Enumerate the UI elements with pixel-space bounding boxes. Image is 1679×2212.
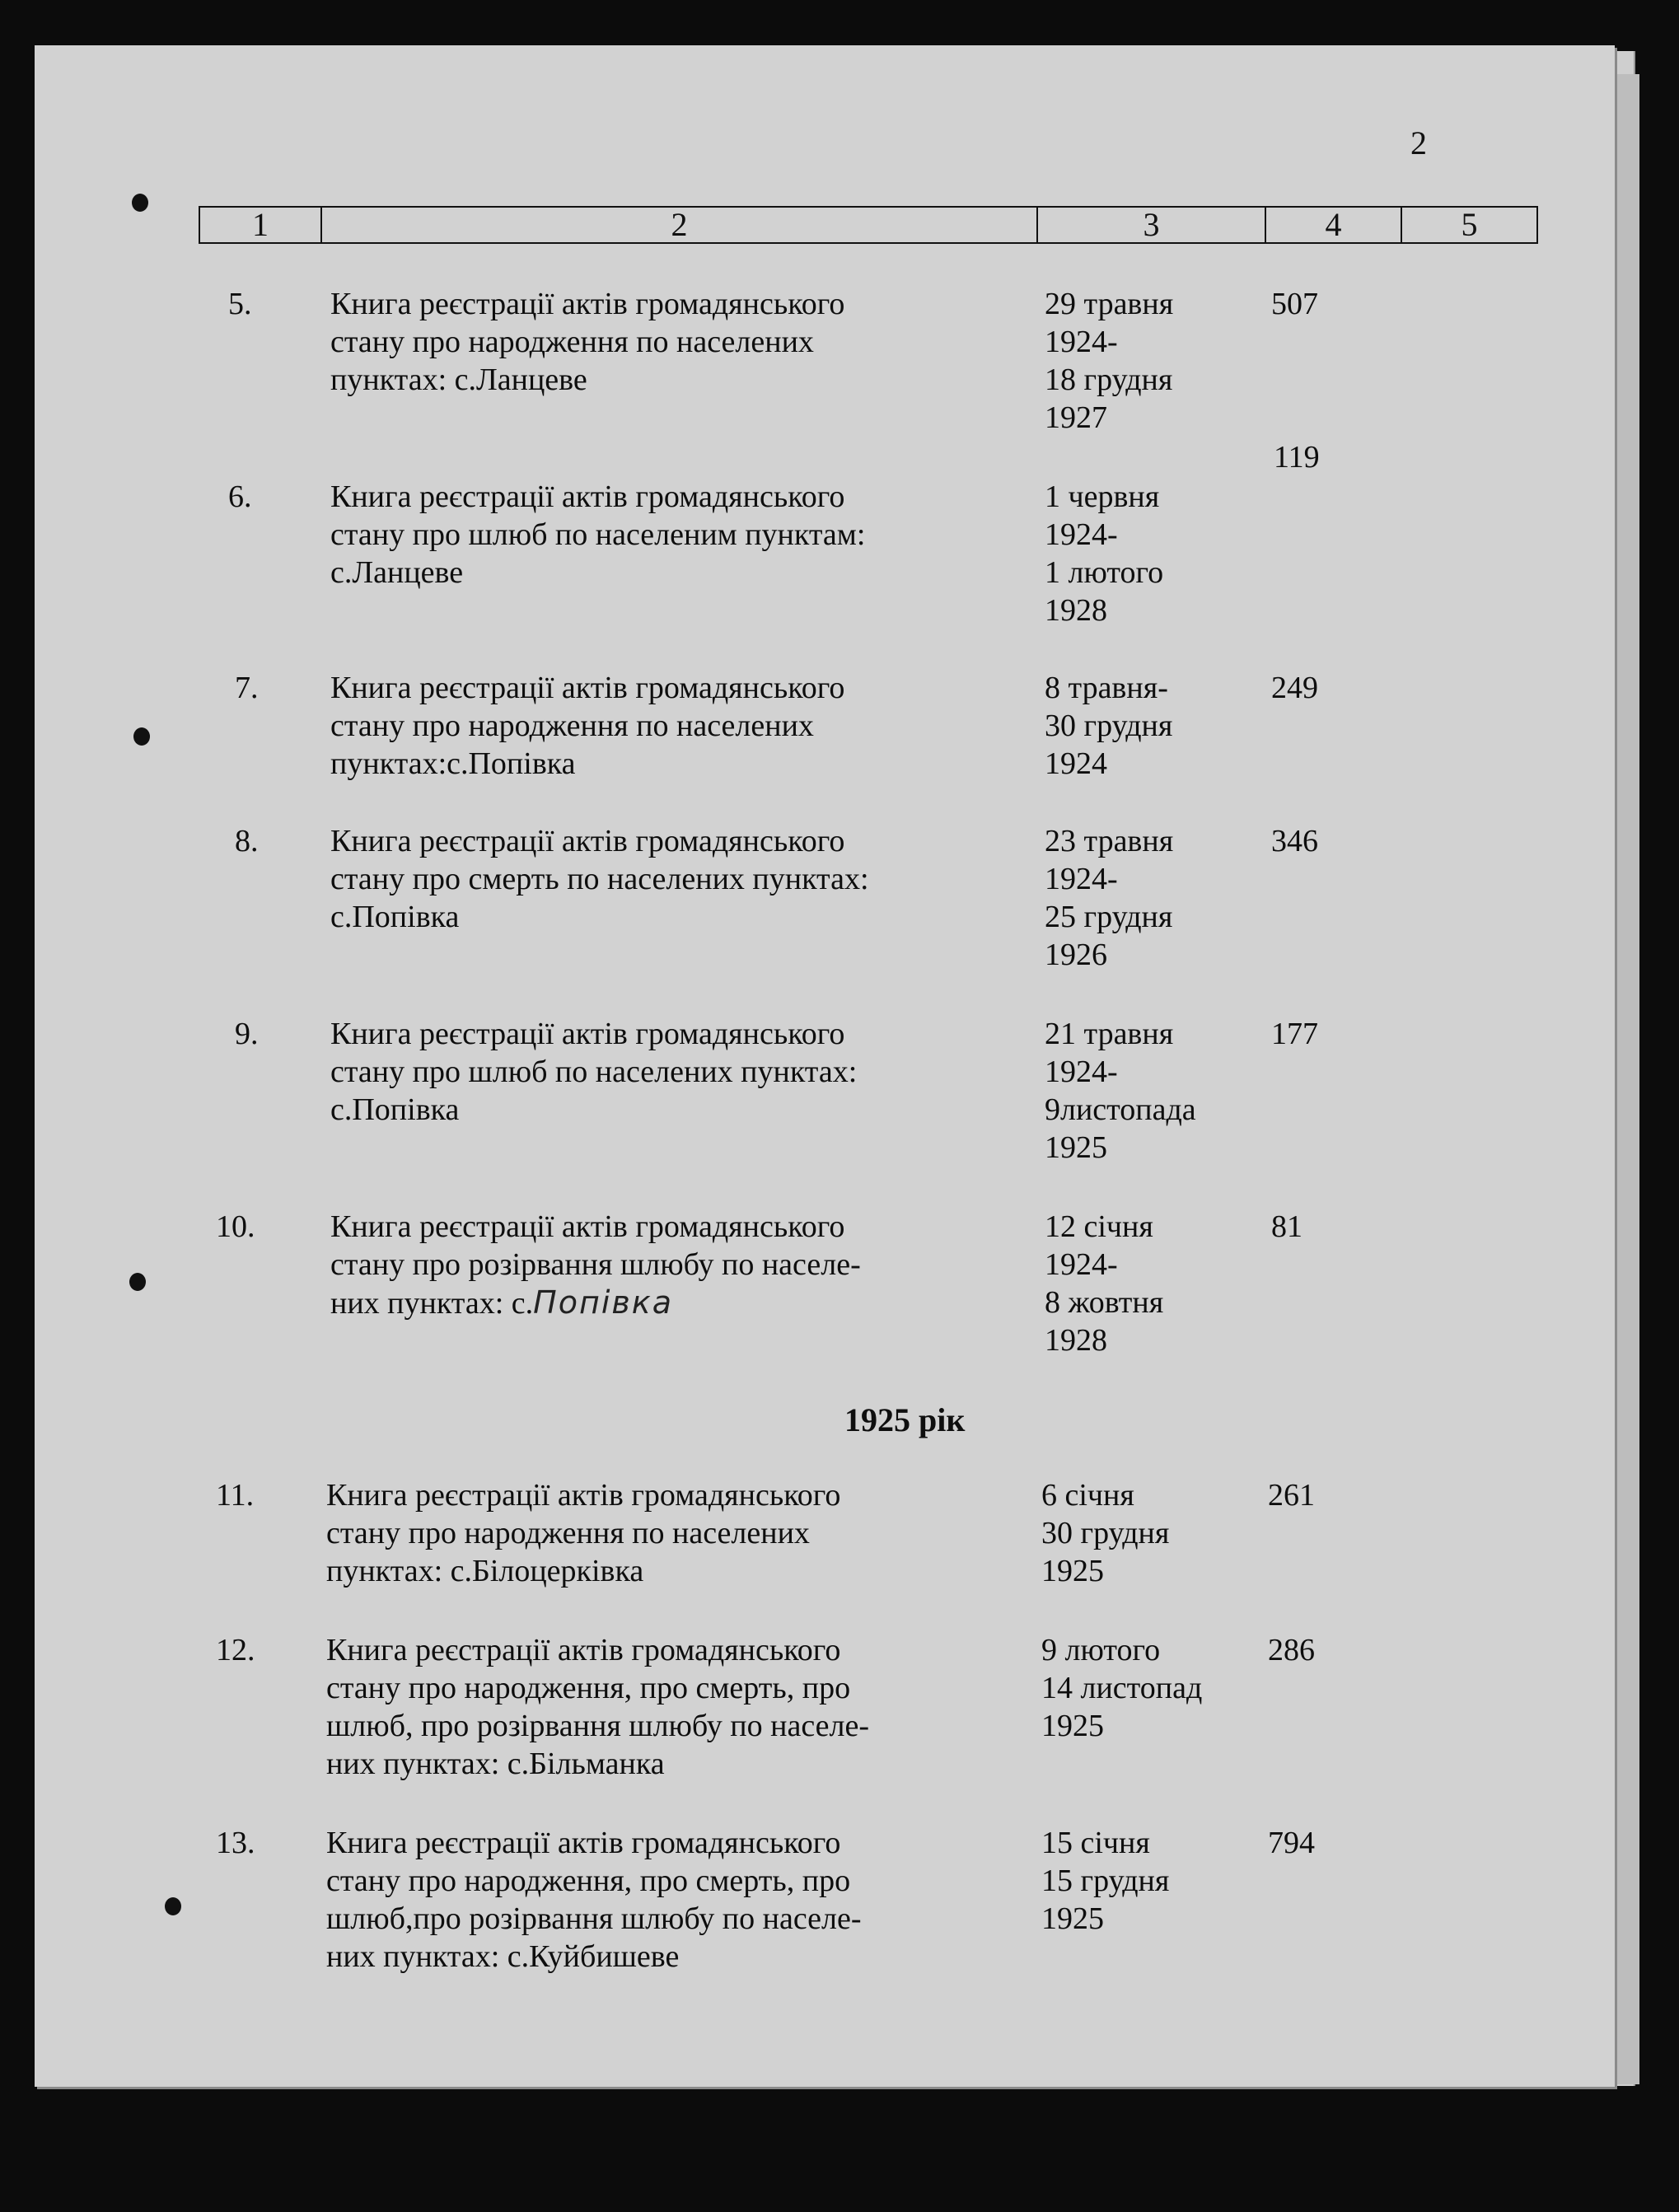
header-col-1: 1 (199, 207, 321, 243)
row-date-line: 15 січня (1041, 1826, 1150, 1860)
punch-hole (165, 1897, 181, 1915)
header-col-4: 4 (1265, 207, 1401, 243)
row-date-line: 1928 (1045, 1323, 1107, 1358)
row-date-line: 1925 (1041, 1709, 1104, 1743)
row-description-line: Книга реєстрації актів громадянського (330, 671, 845, 705)
row-number: 5. (228, 287, 252, 321)
row-number: 11. (216, 1478, 255, 1513)
header-col-3: 3 (1037, 207, 1265, 243)
row-description-line: Книга реєстрації актів громадянського (330, 1209, 845, 1244)
row-description-line: стану про народження по населених (326, 1516, 810, 1550)
punch-hole (132, 194, 148, 212)
row-count: 261 (1268, 1478, 1315, 1513)
row-date-line: 21 травня (1045, 1017, 1174, 1051)
row-date-line: 1928 (1045, 593, 1107, 628)
row-description-line: шлюб, про розірвання шлюбу по населе- (326, 1709, 870, 1743)
row-date-line: 1924 (1045, 746, 1107, 781)
row-date-line: 1925 (1041, 1554, 1104, 1588)
row-date-line: 8 травня- (1045, 671, 1168, 705)
row-number: 10. (216, 1209, 255, 1244)
row-date-line: 23 травня (1045, 824, 1174, 858)
row-description-line: пунктах: с.Ланцеве (330, 362, 587, 397)
row-date-line: 6 січня (1041, 1478, 1134, 1513)
row-description-line: Книга реєстрації актів громадянського (330, 1017, 845, 1051)
row-count: 286 (1268, 1633, 1315, 1667)
row-count: 507 (1271, 287, 1318, 321)
row-number: 9. (235, 1017, 259, 1051)
row-date-line: 14 листопад (1041, 1671, 1203, 1705)
row-date-line: 30 грудня (1045, 708, 1173, 743)
row-description-line: Книга реєстрації актів громадянського (326, 1478, 841, 1513)
row-description-line: них пунктах: с.Куйбишеве (326, 1939, 680, 1974)
row-count: 249 (1271, 671, 1318, 705)
punch-hole (133, 727, 150, 746)
row-description-text: них пунктах: с. (330, 1286, 534, 1321)
row-date-line: 15 грудня (1041, 1864, 1170, 1898)
row-description-line: стану про народження по населених (330, 325, 814, 359)
row-description-line: пунктах: с.Білоцерківка (326, 1554, 644, 1588)
header-col-5: 5 (1401, 207, 1537, 243)
row-number: 7. (235, 671, 259, 705)
row-date-line: 1 лютого (1045, 555, 1164, 590)
row-count: 794 (1268, 1826, 1315, 1860)
row-number: 6. (228, 479, 252, 514)
row-description-line: стану про шлюб по населених пунктах: (330, 1055, 858, 1089)
underlying-sheet-edge (1615, 74, 1639, 2084)
row-description-line: с.Ланцеве (330, 555, 464, 590)
row-date-line: 18 грудня (1045, 362, 1173, 397)
row-description-line: Книга реєстрації актів громадянського (330, 824, 845, 858)
row-date-line: 29 травня (1045, 287, 1174, 321)
row-description-line: стану про розірвання шлюбу по населе- (330, 1247, 861, 1282)
row-description-line: Книга реєстрації актів громадянського (326, 1826, 841, 1860)
row-description-line: пунктах:с.Попівка (330, 746, 576, 781)
row-number: 8. (235, 824, 259, 858)
row-number: 13. (216, 1826, 255, 1860)
row-description-line: стану про народження, про смерть, про (326, 1864, 851, 1898)
row-date-line: 9 лютого (1041, 1633, 1161, 1667)
row-description-line: стану про народження, про смерть, про (326, 1671, 851, 1705)
row-description-line: Книга реєстрації актів громадянського (326, 1633, 841, 1667)
page-number: 2 (1410, 124, 1427, 161)
row-date-line: 1925 (1045, 1130, 1107, 1165)
row-date-line: 1924- (1045, 1055, 1118, 1089)
section-heading: 1925 рік (844, 1401, 966, 1438)
row-description-line: Книга реєстрації актів громадянського (330, 287, 845, 321)
row-date-line: 25 грудня (1045, 900, 1173, 934)
row-date-line: 1924- (1045, 1247, 1118, 1282)
row-count: 81 (1271, 1209, 1303, 1244)
row-count: 119 (1274, 440, 1320, 475)
row-description-line: стану про шлюб по населеним пунктам: (330, 517, 866, 552)
row-count: 177 (1271, 1017, 1318, 1051)
row-description-line: шлюб,про розірвання шлюбу по населе- (326, 1901, 862, 1936)
punch-hole (129, 1273, 146, 1291)
row-date-line: 1 червня (1045, 479, 1160, 514)
row-date-line: 1925 (1041, 1901, 1104, 1936)
row-date-line: 1924- (1045, 517, 1118, 552)
row-date-line: 9листопада (1045, 1092, 1196, 1127)
row-date-line: 8 жовтня (1045, 1285, 1164, 1320)
row-count: 346 (1271, 824, 1318, 858)
row-description-line: стану про народження по населених (330, 708, 814, 743)
row-date-line: 1924- (1045, 325, 1118, 359)
row-date-line: 1924- (1045, 862, 1118, 896)
header-col-2: 2 (321, 207, 1037, 243)
row-description-line: стану про смерть по населених пунктах: (330, 862, 869, 896)
column-header-table (199, 206, 1538, 244)
row-description-line (330, 1284, 673, 1322)
row-date-line: 1927 (1045, 400, 1107, 435)
row-description-line: с.Попівка (330, 1092, 460, 1127)
row-description-line: них пунктах: с.Більманка (326, 1747, 665, 1781)
handwritten-annotation: Попівка (533, 1284, 674, 1321)
row-number: 12. (216, 1633, 255, 1667)
row-date-line: 30 грудня (1041, 1516, 1170, 1550)
row-date-line: 12 січня (1045, 1209, 1153, 1244)
row-date-line: 1926 (1045, 938, 1107, 972)
row-description-line: Книга реєстрації актів громадянського (330, 479, 845, 514)
row-description-line: с.Попівка (330, 900, 460, 934)
